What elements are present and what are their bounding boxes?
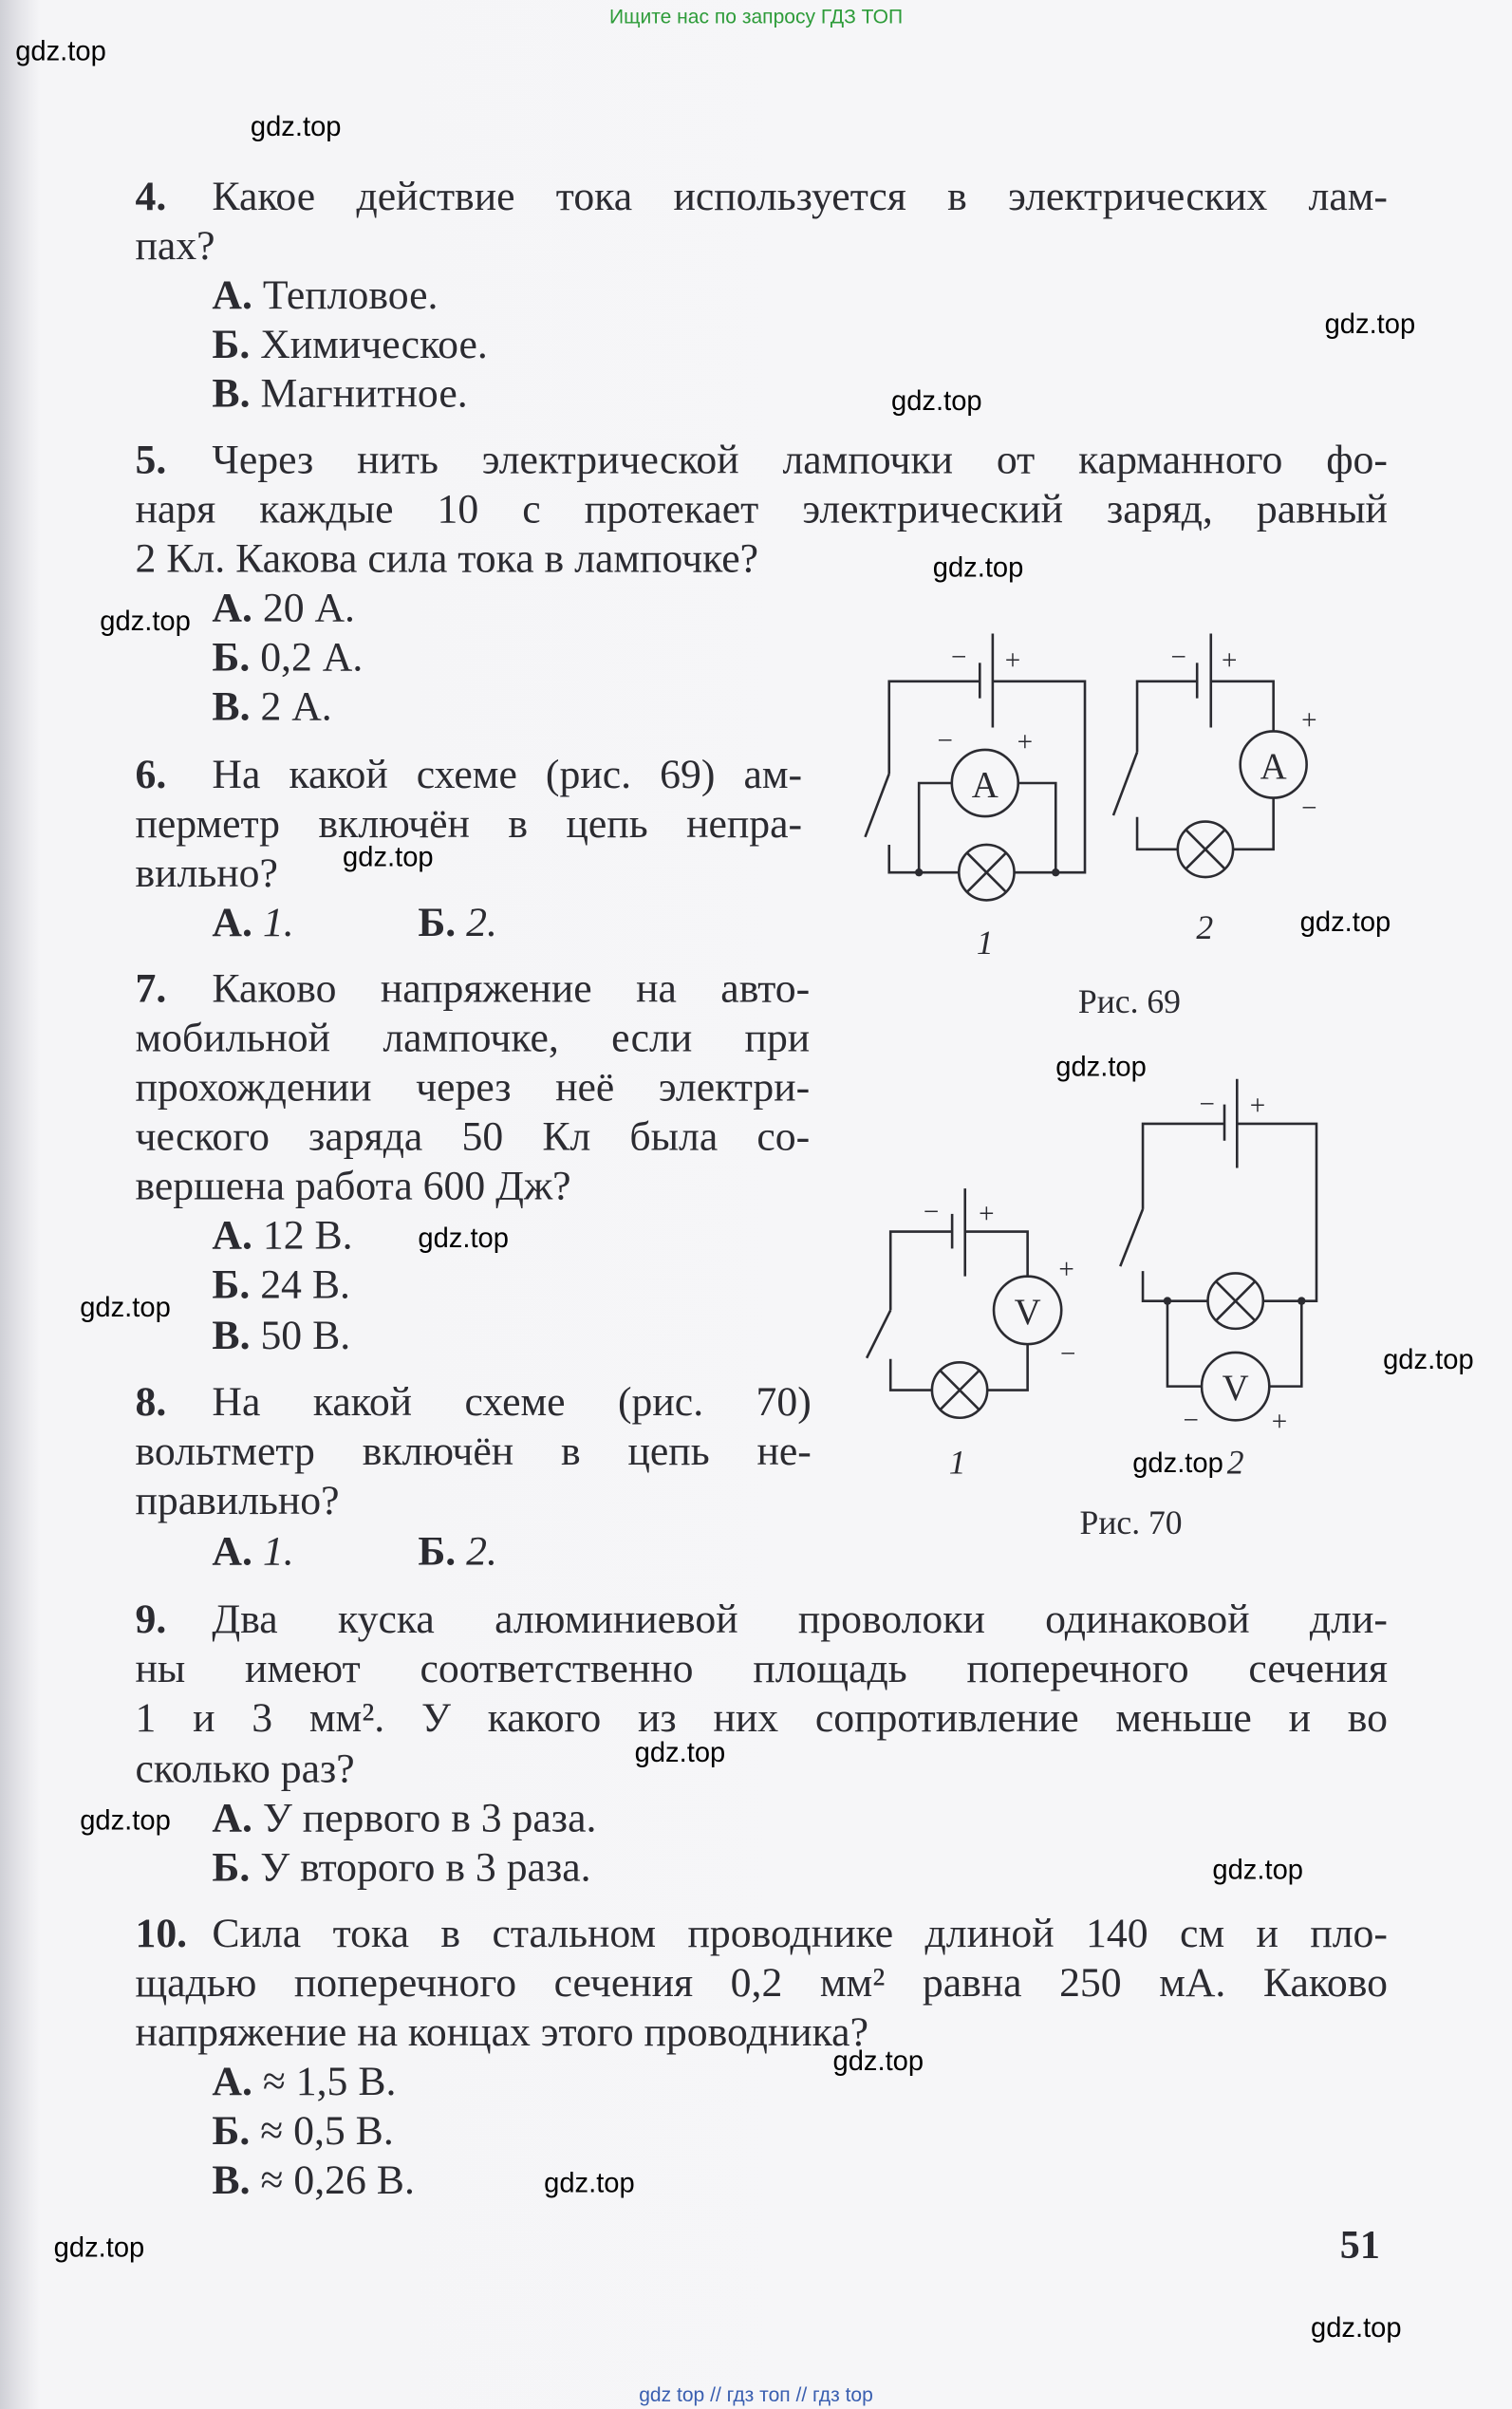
question-number: 8.	[135, 1377, 167, 1425]
lamp-icon	[959, 845, 1014, 900]
svg-text:−: −	[937, 725, 953, 756]
svg-text:−: −	[1199, 1089, 1215, 1120]
answer-text: 12 В.	[252, 1211, 353, 1259]
watermark-text: gdz.top	[250, 110, 342, 142]
question-text-line: 1 и 3 мм². У какого из них сопротивление меньше и во	[135, 1693, 1388, 1741]
answer-text: 1.	[252, 898, 294, 945]
circuit-70-2	[1120, 1079, 1316, 1482]
lamp-icon	[932, 1362, 987, 1417]
question-text-line: ческого заряда 50 Кл была со-	[135, 1112, 811, 1160]
question-number: 9.	[135, 1595, 167, 1642]
answer-text: У второго в 3 раза.	[250, 1843, 591, 1891]
answer-text: Тепловое.	[252, 271, 439, 318]
watermark-text: gdz.top	[100, 606, 191, 637]
answer-label: Б.	[212, 2107, 251, 2154]
question-text-line: перметр включён в цепь непра-	[135, 799, 803, 847]
figure-69-caption: Рис. 69	[1077, 981, 1181, 1020]
svg-text:2: 2	[1196, 907, 1214, 947]
figure-69	[865, 633, 1316, 1020]
question-text-line: На какой схеме (рис. 69) ам-	[212, 750, 803, 797]
answer-label: А.	[212, 2058, 252, 2104]
answer-text: 24 В.	[250, 1261, 350, 1308]
watermark-text: gdz.top	[1311, 2312, 1402, 2344]
svg-text:+: +	[979, 1198, 995, 1229]
page-number: 51	[1339, 2222, 1380, 2268]
answer-text: Химическое.	[250, 320, 488, 367]
answer-text: 0,2 А.	[250, 633, 364, 681]
answer-text: 50 В.	[250, 1312, 351, 1358]
answer-label: Б.	[212, 320, 251, 367]
question-text-line: наря каждые 10 с протекает электрический заряд, равный	[135, 485, 1388, 532]
svg-text:−: −	[1059, 1338, 1076, 1370]
question-text-line: прохождении через неё электри-	[135, 1063, 811, 1111]
answer-text: 20 А.	[252, 584, 355, 631]
svg-text:1: 1	[976, 924, 994, 962]
question-number: 5.	[135, 436, 167, 483]
answer-text: ≈ 0,5 В.	[250, 2107, 394, 2154]
question-text-line: ны имеют соответственно площадь поперечного сечения	[135, 1644, 1388, 1691]
circuit-70-1	[867, 1188, 1075, 1481]
watermark-text: gdz.top	[80, 1804, 171, 1837]
figure-70	[867, 1079, 1316, 1541]
question-number: 4.	[135, 172, 167, 219]
question-text-line: мобильной лампочке, если при	[135, 1014, 811, 1061]
question-number: 7.	[135, 964, 167, 1012]
question-number: 6.	[135, 750, 167, 797]
watermark-text: gdz.top	[1212, 1854, 1303, 1886]
lamp-icon	[1178, 822, 1233, 877]
question-text-line: правильно?	[135, 1476, 340, 1523]
svg-text:+: +	[1271, 1407, 1288, 1438]
answer-label: А.	[212, 898, 252, 945]
svg-text:A: A	[971, 764, 999, 806]
svg-text:1: 1	[948, 1443, 966, 1482]
answer-label: В.	[212, 2156, 251, 2203]
svg-text:+: +	[1058, 1254, 1074, 1285]
answer-text: 2.	[456, 898, 497, 945]
question-text-line: щадью поперечного сечения 0,2 мм² равна 250 мА. Каково	[135, 1959, 1388, 2006]
svg-text:+: +	[1017, 726, 1034, 757]
svg-text:−: −	[1170, 642, 1186, 673]
answer-text: ≈ 0,26 В.	[250, 2156, 415, 2203]
answer-label: Б.	[212, 1843, 251, 1891]
circuit-69-1	[865, 633, 1085, 962]
svg-text:−: −	[951, 642, 967, 673]
svg-text:V: V	[1014, 1291, 1041, 1334]
answer-label: Б.	[418, 1527, 457, 1575]
watermark-text: gdz.top	[343, 841, 434, 873]
watermark-text: gdz.top	[544, 2167, 635, 2198]
svg-text:2: 2	[1226, 1443, 1244, 1482]
answer-text: 2 А.	[250, 682, 332, 730]
answer-label: Б.	[418, 898, 457, 945]
watermark-text: gdz.top	[80, 1291, 171, 1323]
answer-label: В.	[212, 682, 251, 730]
svg-text:A: A	[1260, 746, 1287, 788]
svg-text:+: +	[1004, 644, 1021, 676]
answer-label: А.	[212, 1794, 252, 1841]
question-text-line: Какое действие тока используется в электрических лам-	[212, 172, 1388, 219]
circuit-69-2	[1113, 633, 1317, 946]
question-text-line: Через нить электрической лампочки от карманного фо-	[212, 436, 1388, 483]
question-text-line: 2 Кл. Какова сила тока в лампочке?	[135, 534, 759, 582]
watermark-text: gdz.top	[1299, 906, 1391, 938]
question-text-line: вольтметр включён в цепь не-	[135, 1427, 812, 1474]
watermark-text: gdz.top	[1324, 308, 1416, 340]
answer-text: Магнитное.	[250, 369, 468, 417]
svg-text:+: +	[1221, 644, 1238, 676]
answer-text: 2.	[456, 1527, 497, 1575]
question-text-line: Каково напряжение на авто-	[212, 964, 811, 1012]
question-text-line: напряжение на концах этого проводника?	[135, 2008, 868, 2055]
figure-70-caption: Рис. 70	[1079, 1503, 1183, 1541]
question-text-line: вильно?	[135, 849, 278, 896]
watermark-text: gdz.top	[53, 2232, 145, 2264]
answer-label: В.	[212, 1312, 251, 1358]
watermark-text: gdz.top	[418, 1222, 509, 1254]
question-text-line: На какой схеме (рис. 70)	[212, 1377, 812, 1425]
answer-label: Б.	[212, 1261, 251, 1308]
svg-text:−: −	[923, 1197, 940, 1228]
question-text-line: сколько раз?	[135, 1745, 355, 1792]
watermark-text: gdz.top	[891, 385, 982, 417]
answer-label: А.	[212, 1527, 252, 1575]
watermark-text: gdz.top	[15, 35, 106, 66]
watermark-text: gdz.top	[932, 551, 1024, 583]
watermark-text: gdz.top	[832, 2045, 924, 2077]
answer-label: В.	[212, 369, 251, 417]
svg-text:+: +	[1249, 1091, 1266, 1122]
answer-label: А.	[212, 584, 252, 631]
watermark-text: gdz.top	[634, 1737, 726, 1768]
answer-label: Б.	[212, 633, 251, 681]
question-text-line: пах?	[135, 221, 215, 269]
svg-text:−: −	[1183, 1405, 1199, 1436]
watermark-text: gdz.top	[1383, 1344, 1474, 1375]
svg-text:V: V	[1222, 1368, 1249, 1410]
answer-label: А.	[212, 271, 252, 318]
svg-text:+: +	[1301, 705, 1317, 737]
question-number: 10.	[135, 1910, 188, 1956]
answer-text: У первого в 3 раза.	[252, 1794, 597, 1841]
question-text-line: вершена работа 600 Дж?	[135, 1162, 571, 1209]
question-text-line: Сила тока в стальном проводнике длиной 140 см и пло-	[212, 1910, 1388, 1956]
bottom-banner[interactable]: gdz top // гдз топ // гдз top	[639, 2382, 873, 2407]
top-banner[interactable]: Ищите нас по запросу ГДЗ ТОП	[609, 4, 904, 28]
svg-text:−: −	[1301, 793, 1317, 824]
watermark-text: gdz.top	[1132, 1447, 1223, 1479]
lamp-icon	[1208, 1273, 1263, 1328]
answer-label: А.	[212, 1211, 252, 1259]
question-text-line: Два куска алюминиевой проволоки одинаковой дли-	[212, 1595, 1388, 1642]
answer-text: 1.	[252, 1527, 294, 1575]
watermark-text: gdz.top	[1055, 1051, 1147, 1083]
answer-text: ≈ 1,5 В.	[252, 2058, 397, 2104]
